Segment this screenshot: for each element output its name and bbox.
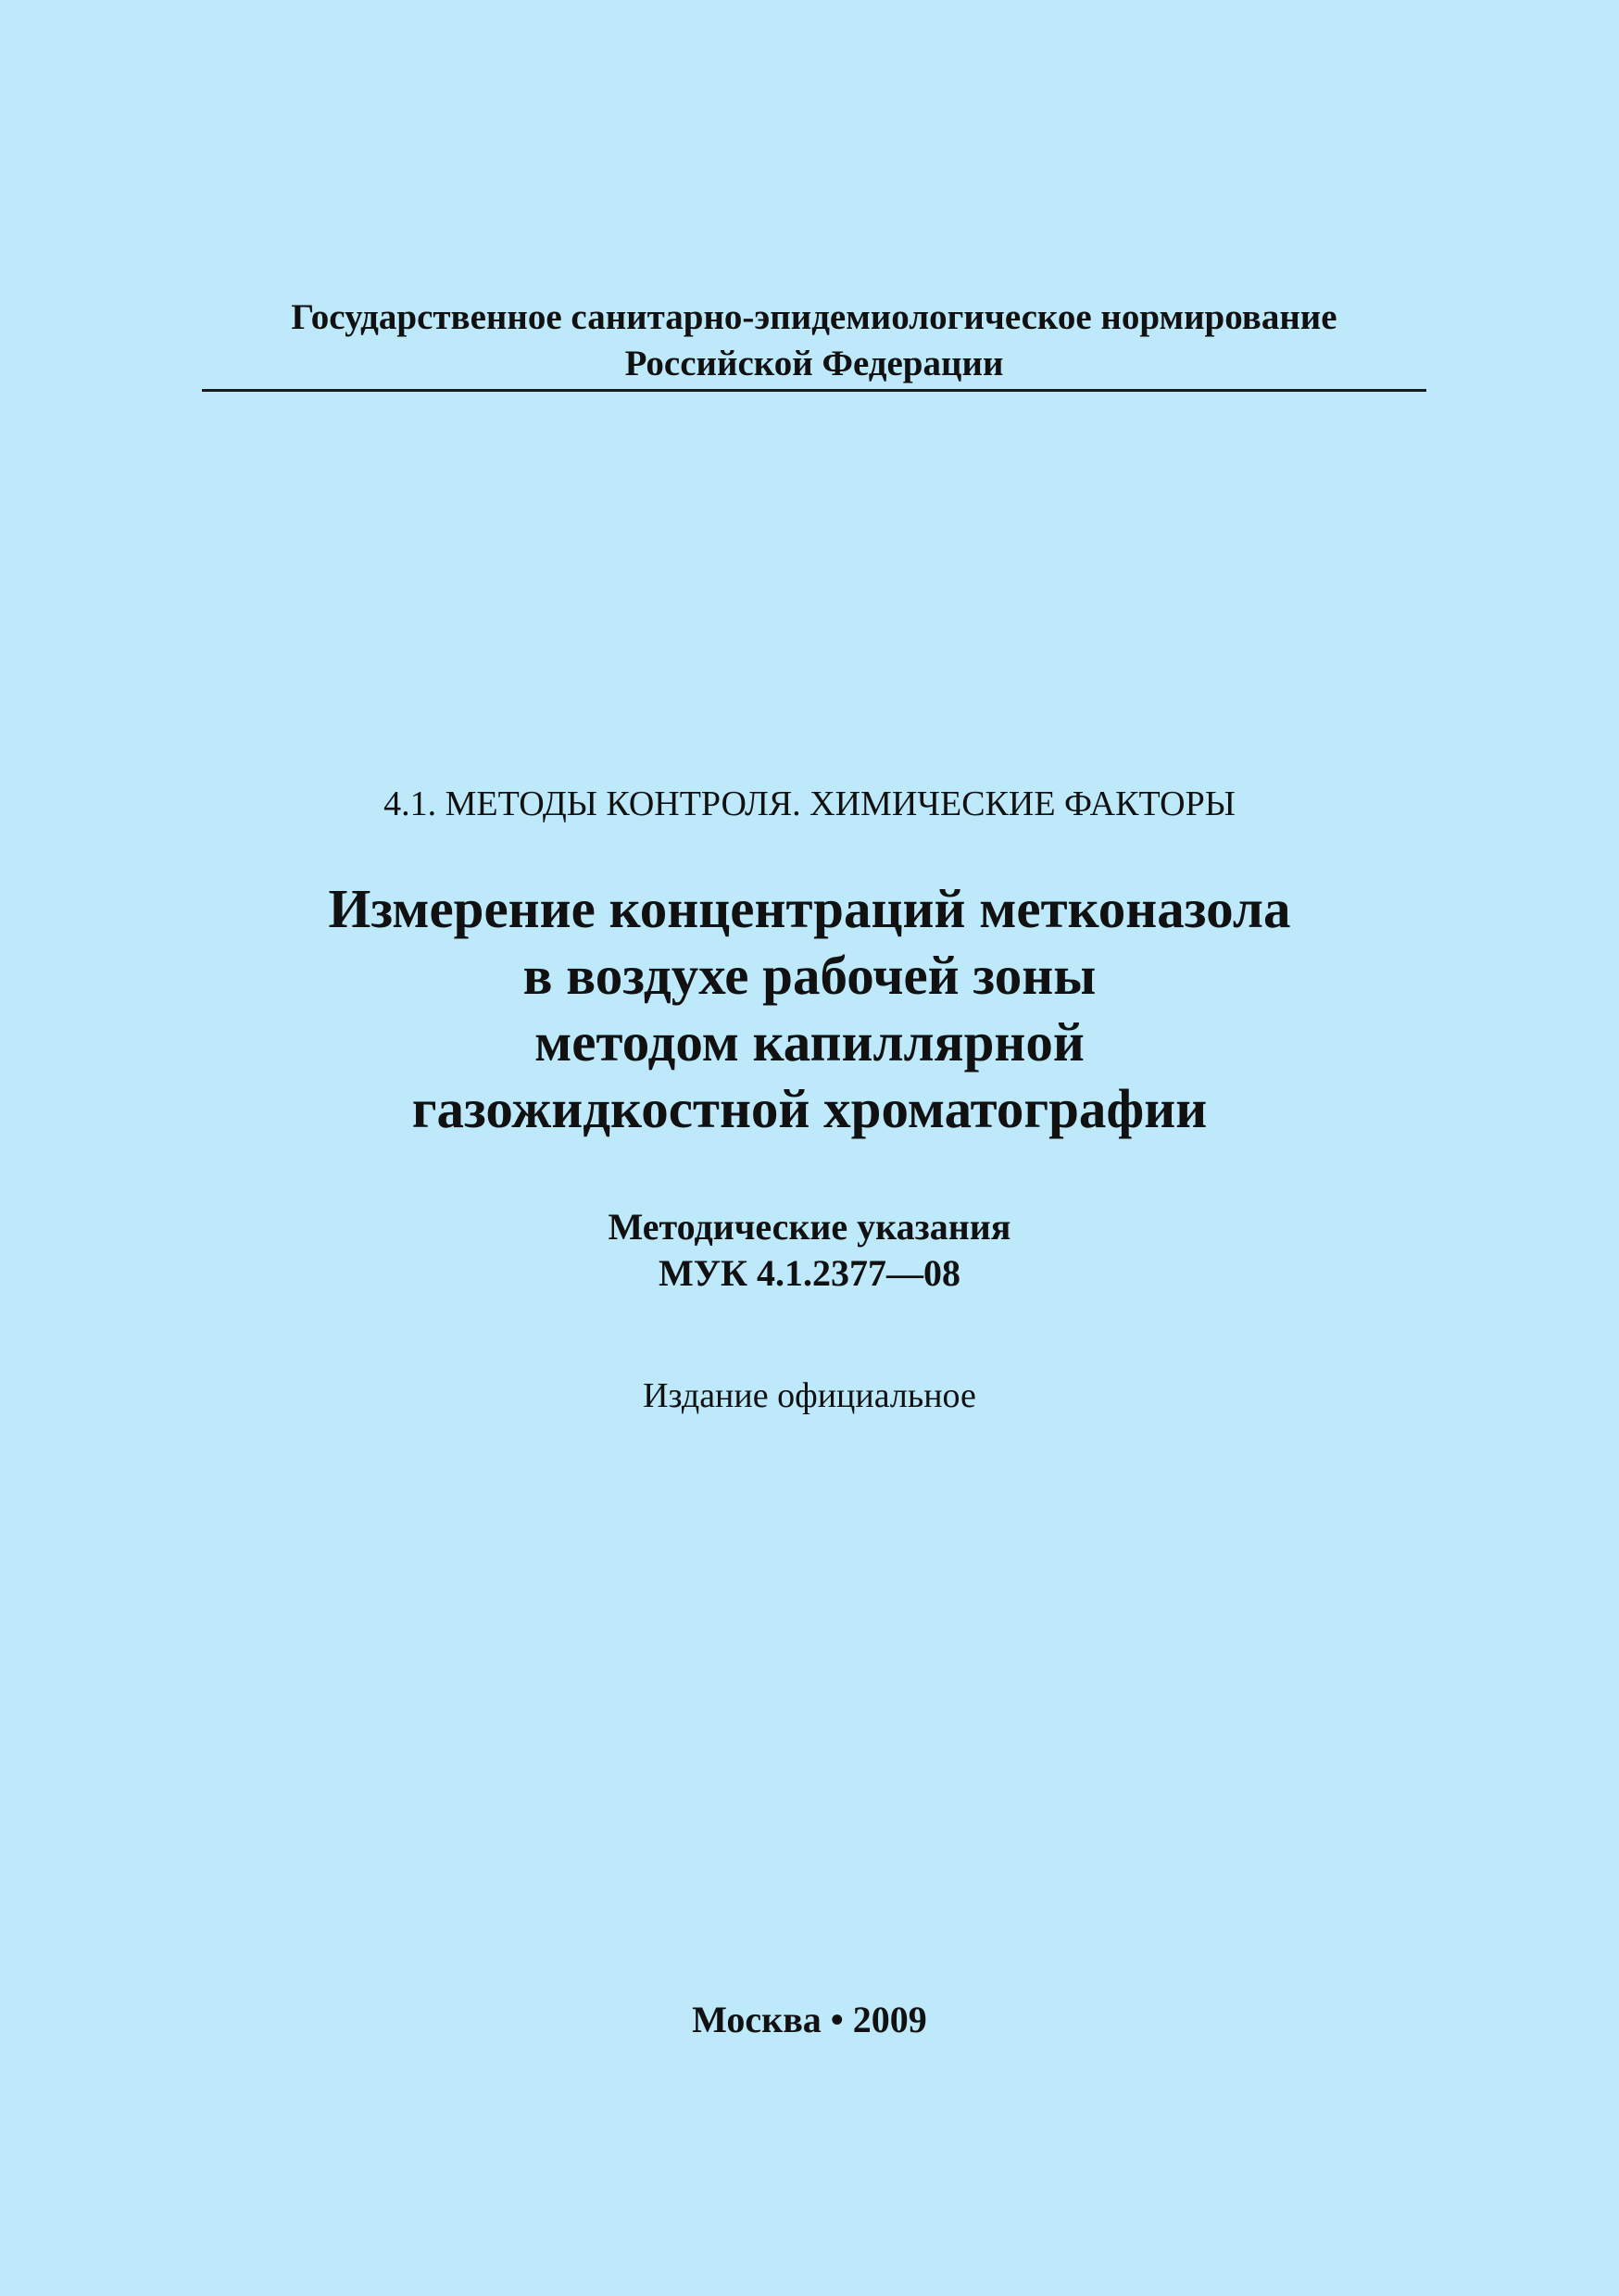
series-heading: 4.1. МЕТОДЫ КОНТРОЛЯ. ХИМИЧЕСКИЕ ФАКТОРЫ bbox=[383, 784, 1236, 823]
document-type: Методические указания bbox=[608, 1206, 1011, 1248]
title-line-1: Измерение концентраций метконазола bbox=[328, 878, 1291, 939]
document-title bbox=[139, 875, 1480, 1142]
title-line-4: газожидкостной хроматографии bbox=[411, 1078, 1208, 1139]
title-line-2: в воздухе рабочей зоны bbox=[522, 945, 1097, 1006]
title-line-3: методом капиллярной bbox=[534, 1011, 1085, 1073]
place-and-year: Москва • 2009 bbox=[692, 1999, 927, 2040]
header-divider bbox=[202, 389, 1426, 392]
issuing-body-header bbox=[202, 295, 1426, 387]
document-designation bbox=[278, 1204, 1341, 1297]
edition-note: Издание официальное bbox=[643, 1376, 976, 1415]
header-line-1: Государственное санитарно-эпидемиологическое нормирование bbox=[291, 297, 1337, 337]
document-code: МУК 4.1.2377—08 bbox=[658, 1252, 961, 1294]
header-line-2: Российской Федерации bbox=[624, 344, 1004, 383]
